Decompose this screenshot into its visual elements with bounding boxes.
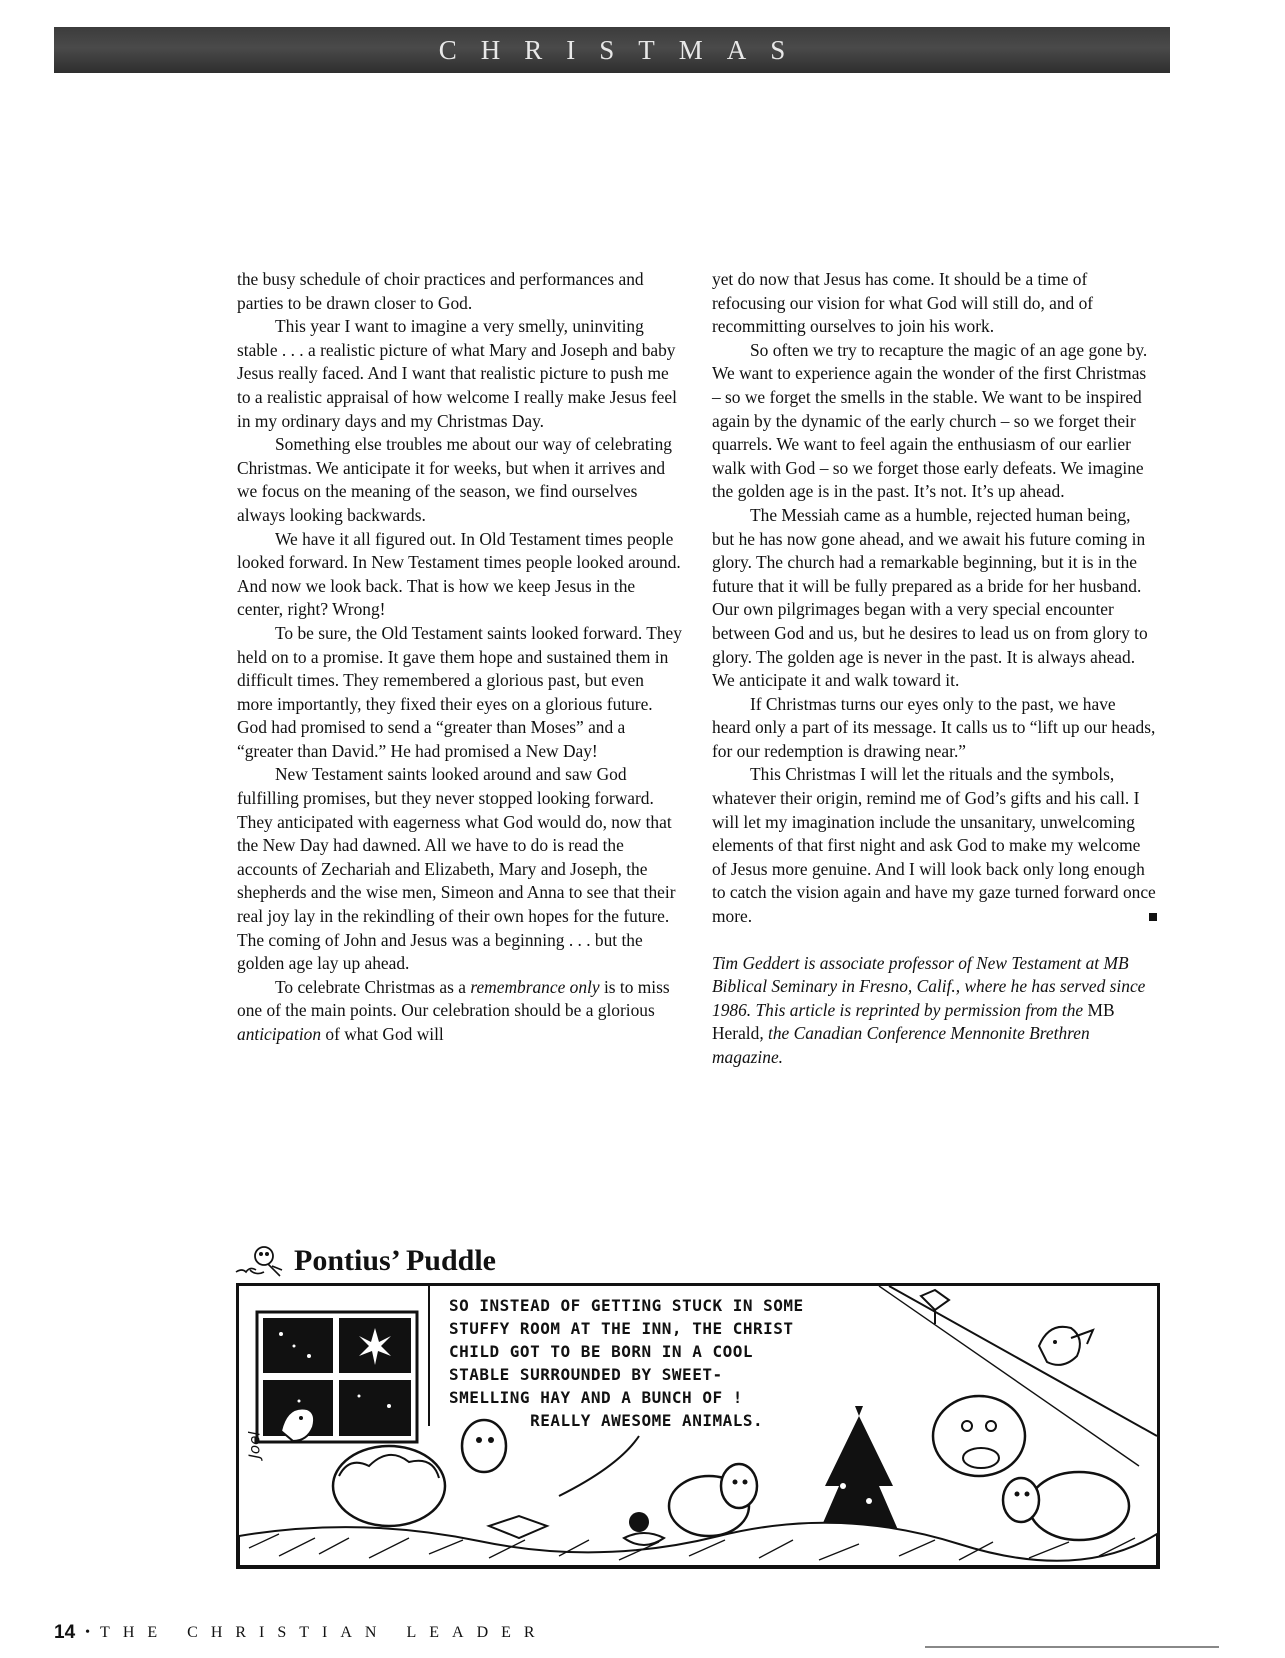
comic-title: Pontius’ Puddle — [294, 1244, 496, 1277]
text-run: To celebrate Christmas as a — [275, 976, 471, 997]
paragraph: yet do now that Jesus has come. It should be a time of refocusing our vision for what God will still do, and of recommitting ourselves to join his work. — [712, 269, 1094, 337]
paragraph: We have it all figured out. In Old Testament times people looked forward. In New Testament times people looked around. And now we look back. That is how we keep Jesus in the center, right? Wrong! — [237, 528, 681, 620]
page-footer — [54, 1622, 548, 1644]
text-run: is to miss one of the main points. Our celebration should be a glorious — [237, 976, 670, 1021]
emphasis: anticipation — [237, 1024, 322, 1044]
cartoonist-signature: Joel — [245, 1431, 264, 1459]
text-run: of what God will — [321, 1024, 444, 1044]
speech-line: STUFFY ROOM AT THE INN, THE CHRIST — [449, 1319, 794, 1338]
pontius-logo-icon — [232, 1242, 288, 1280]
speech-line: CHILD GOT TO BE BORN IN A COOL — [449, 1342, 753, 1361]
footer-rule — [925, 1646, 1219, 1648]
paragraph: So often we try to recapture the magic of an age gone by. We want to experience again the wonder of the first Christmas – so we forget the smells in the stable. We want to be inspired again by the dynamic of the early church – so we forget their quarrels. We want to feel again the enthusiasm of our earlier walk with God – so we forget those early defeats. We imagine the golden age is in the past. It’s not. It’s up ahead. — [712, 339, 1148, 502]
speech-line: STABLE SURROUNDED BY SWEET- — [449, 1365, 723, 1384]
paragraph: This year I want to imagine a very smelly, uninviting stable . . . a realistic picture of what Mary and Joseph and baby Jesus really faced. And I want that realistic picture to push me to a realistic appraisal of how welcome I really make Jesus feel in my ordinary days and my Christmas Day. — [237, 316, 677, 431]
footer-bullet: • — [85, 1625, 91, 1640]
paragraph: If Christmas turns our eyes only to the past, we have heard only a part of its message. It calls us to “lift up our heads, for our redemption is drawing near.” — [712, 693, 1156, 761]
author-bio — [712, 952, 1157, 1070]
text-run: , the Canadian Conference Mennonite Brethren magazine. — [712, 1023, 1090, 1067]
paragraph: the busy schedule of choir practices and performances and parties to be drawn closer to God. — [237, 269, 644, 313]
speech-line: REALLY AWESOME ANIMALS. — [449, 1411, 764, 1430]
paragraph — [237, 976, 682, 1047]
comic-panel — [236, 1283, 1160, 1569]
emphasis: remembrance only — [470, 976, 600, 997]
comic-header — [232, 1242, 496, 1280]
article-column-left — [237, 268, 682, 1047]
text-run: Tim Geddert is associate professor of New Testament at MB Biblical Seminary in Fresno, Calif., where he has served since 1986. This article is reprinted by permission from the — [712, 952, 1146, 1020]
speech-line: SMELLING HAY AND A BUNCH OF ! — [449, 1388, 743, 1407]
paragraph: To be sure, the Old Testament saints looked forward. They held on to a promise. It gave them hope and sustained them in difficult times. They remembered a glorious past, but even more importantly, they fixed their eyes on a glorious future. God had promised to send a “greater than Moses” and a “greater than David.” He had promised a New Day! — [237, 622, 682, 761]
paragraph: New Testament saints looked around and saw God fulfilling promises, but they never stopped looking forward. They anticipated with eagerness what God would do, now that the New Day had dawned. All we have to do is read the accounts of Zechariah and Elizabeth, Mary and Joseph, the shepherds and the wise men, Simeon and Anna to see that their real joy lay in the rekindling of their own hopes for the future. The coming of John and Jesus was a beginning . . . but the golden age lay up ahead. — [237, 764, 676, 974]
paragraph: The Messiah came as a humble, rejected human being, but he has now gone ahead, and we await his future coming in glory. The church had a remarkable beginning, but it is in the future that it will be fully prepared as a bride for her husband. Our own pilgrimages began with a very special encounter between God and us, but he desires to lead us on from glory to glory. The golden age is never in the past. It is always ahead. We anticipate it and walk toward it. — [712, 504, 1148, 691]
article-column-right — [712, 268, 1157, 1070]
end-mark-icon — [1149, 913, 1157, 921]
speech-bubble — [449, 1294, 899, 1430]
text-run: MB — [1087, 999, 1115, 1020]
banner-title: CHRISTMAS — [438, 35, 810, 65]
speech-line: SO INSTEAD OF GETTING STUCK IN SOME — [449, 1296, 804, 1315]
text-run: Herald — [712, 1023, 760, 1044]
text-run: This Christmas I will let the rituals and the symbols, whatever their origin, remind me of God’s gifts and his call. I will let my imagination include the unsanitary, unwelcoming elements of that first night and ask God to make my welcome of Jesus more genuine. And I will look back only long enough to catch the vision again and have my gaze turned forward once more. — [712, 764, 1156, 927]
section-banner — [54, 27, 1170, 73]
publication-name: THE CHRISTIAN LEADER — [100, 1624, 548, 1641]
page-number: 14 — [54, 1622, 76, 1643]
paragraph: Something else troubles me about our way of celebrating Christmas. We anticipate it for weeks, but when it arrives and we focus on the meaning of the season, we find ourselves always looking backwards. — [237, 434, 672, 525]
paragraph — [712, 763, 1157, 928]
